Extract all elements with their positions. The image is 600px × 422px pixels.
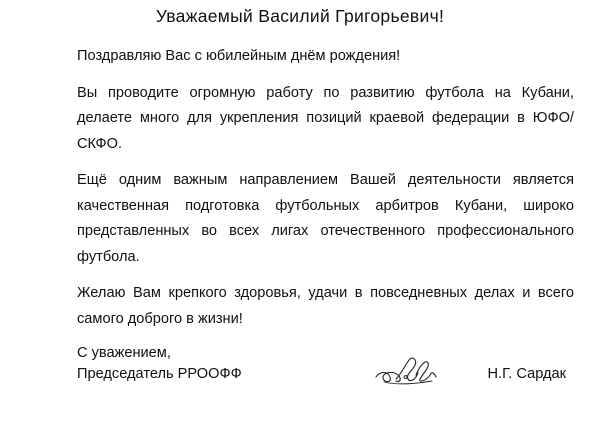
paragraph-text-3: Ещё одним важным направлением Вашей деятельности является качественная подготовка футбольных арбитров Кубани, широко представленных во всех лигах отечественного профессионального футбола. bbox=[77, 172, 574, 265]
signer-position: Председатель РРООФФ bbox=[77, 366, 242, 382]
paragraph-text-4: Желаю Вам крепкого здоровья, удачи в повседневных делах и всего самого доброго в жизни! bbox=[77, 285, 574, 327]
signature-block bbox=[77, 343, 574, 393]
signer-name: Н.Г. Сардак bbox=[487, 366, 566, 382]
letter-greeting: Уважаемый Василий Григорьевич! bbox=[155, 6, 445, 26]
paragraph-referees bbox=[77, 168, 574, 270]
paragraph-text-1: Поздравляю Вас с юбилейным днём рождения! bbox=[77, 48, 401, 64]
letter-body bbox=[77, 44, 574, 343]
paragraph-congratulation bbox=[77, 44, 574, 70]
handwritten-signature-icon bbox=[374, 353, 438, 387]
paragraph-wishes bbox=[77, 281, 574, 332]
paragraph-work bbox=[77, 81, 574, 158]
paragraph-text-2: Вы проводите огромную работу по развитию футбола на Кубани, делаете много для укрепления позиций краевой федерации в ЮФО/СКФО. bbox=[77, 84, 574, 152]
closing-phrase: С уважением, bbox=[77, 345, 171, 361]
